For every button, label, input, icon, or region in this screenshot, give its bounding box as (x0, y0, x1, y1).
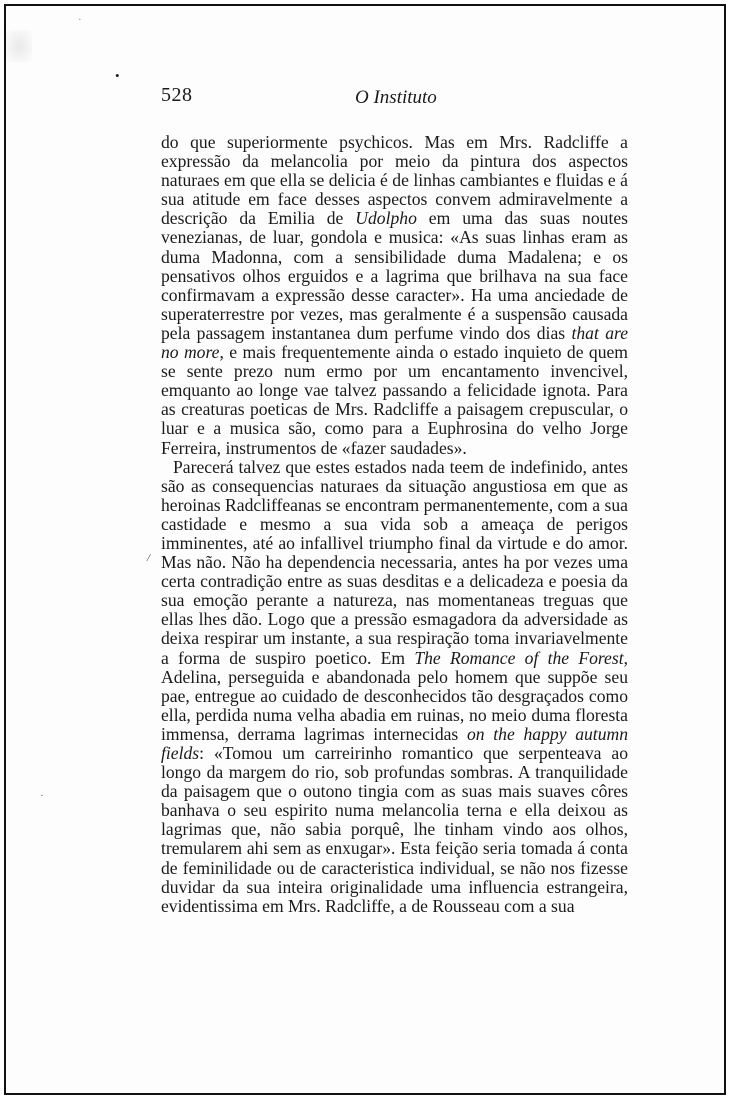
body-text (161, 133, 628, 916)
page-number: 528 (161, 84, 193, 106)
running-title: O Instituto (355, 87, 437, 108)
italic-phrase: Udolpho (355, 208, 417, 229)
margin-mark: · (40, 790, 44, 802)
italic-phrase: The Romance of the Forest (414, 647, 624, 668)
italic-phrase: that are no more (161, 322, 628, 363)
scan-smudge (6, 30, 32, 62)
margin-mark: • (115, 68, 120, 83)
italic-phrase: on the happy autumn fields (161, 723, 628, 763)
page-header (161, 84, 626, 120)
paragraph-2: Parecerá talvez que estes estados nada teem de indefinido, antes são as consequencias naturaes da situação angustiosa em que as heroinas Radcliffeanas se encontram permanentemente, com a sua castidade e mesmo a sua vida sob a ameaça de perigos imminentes, até ao infallivel triumpho final da virtude e do amor. Mas não. Não ha dependencia necessaria, antes ha por vezes uma certa contradição entre as suas desditas e a delicadeza e poesia da sua emoção perante a natureza, nas momentaneas treguas que ellas lhes dão. Logo que a pressão esmagadora da adversidade as deixa respirar um instante, a sua respiração toma invariavelmente a forma de suspiro poetico. Em The Romance of the Forest, Adelina, perseguida e abandonada pelo homem que suppõe seu pae, entregue ao cuidado de desconhecidos tão desgraçados como ella, perdida numa velha abadia em ruinas, no meio duma floresta immensa, derrama lagrimas internecidas on the happy autumn fields: «Tomou um carreirinho romantico que serpenteava ao longo da margem do rio, sob profundas sombras. A tranquilidade da paisagem que o outono tingia com as suas mais suaves côres banhava o seu espirito numa melancolia terna e ella deixou as lagrimas que, não sabia porquê, lhe tinham vindo aos olhos, tremularem ahi sem as enxugar». Esta feição seria tomada á conta de feminilidade ou de caracteristica individual, se não nos fizesse duvidar da sua inteira originalidade uma influencia estrangeira, evidentissima em Mrs. Radcliffe, a de Rousseau com a sua (161, 456, 629, 916)
margin-mark: / (147, 552, 151, 564)
paragraph-1: do que superiormente psychicos. Mas em Mrs. Radcliffe a expressão da melancolia por meio da pintura dos aspectos naturaes em que ella se delicia é de linhas cambiantes e fluidas e á sua atitude em face desses aspectos convem admiravelmente a descrição da Emilia de Udolpho em uma das suas noutes venezianas, de luar, gondola e musica: «As suas linhas eram as duma Madonna, com a sensibilidade duma Madalena; e os pensativos olhos erguidos e a lagrima que brilhava na sua face confirmavam a expressão desse caracter». Ha uma anciedade de superaterrestre por vezes, mas geralmente é a suspensão causada pela passagem instantanea dum perfume vindo dos dias that are no more, e mais frequentemente ainda o estado inquieto de quem se sente prezo num ermo por um encantamento invencivel, emquanto ao longe vae talvez passando a felicidade ignota. Para as creaturas poeticas de Mrs. Radcliffe a paisagem crepuscular, o luar e a musica são, como para a Euphrosina do velho Jorge Ferreira, instrumentos de «fazer saudades». (161, 132, 628, 458)
scan-speck: · (78, 14, 82, 26)
